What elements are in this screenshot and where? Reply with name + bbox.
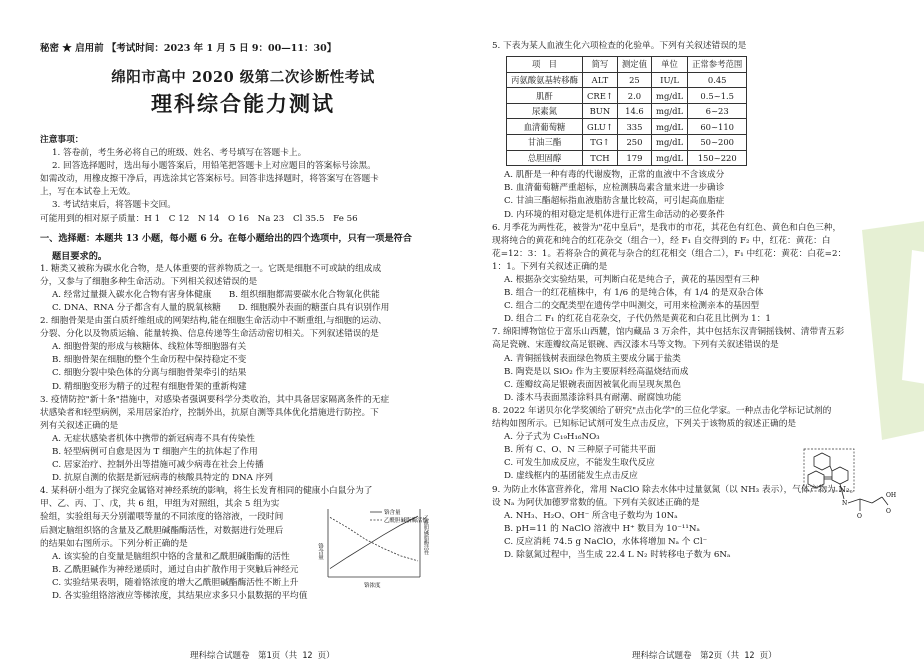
table-cell: GLU↑ xyxy=(583,119,618,135)
question-line: C. 反应消耗 74.5 g NaClO，水体将增加 Nₐ 个 Cl⁻ xyxy=(504,536,708,547)
table-cell: 14.6 xyxy=(617,103,651,119)
notice-item: 3. 考试结束后，将答题卡交回。 xyxy=(52,200,176,211)
table-cell: 6~23 xyxy=(688,103,747,119)
question-line: C. 实验结果表明，随着铬浓度的增大乙酰胆碱酯酶活性不断上升 xyxy=(52,577,299,588)
question-line: 结构如图所示。已知标记试剂可发生点击反应，下列关于该物质的叙述正确的是 xyxy=(492,419,797,430)
question-line: 后测定脑组织铬的含量及乙酰胆碱酯酶活性，对数据进行处理后 xyxy=(40,525,284,536)
question-line: A. NH₃、H₂O、OH⁻ 所含电子数均为 10Nₐ xyxy=(504,510,678,521)
question-line: D. 抗原自测的依据是新冠病毒的核酸具特定的 DNA 序列 xyxy=(52,473,273,484)
table-cell: BUN xyxy=(583,103,618,119)
table-row xyxy=(507,88,747,104)
table-cell: 丙氨酸氨基转移酶 xyxy=(507,72,583,88)
legend-label-2: 乙酰胆碱脂酶活性 xyxy=(384,518,429,524)
footer-left: 理科综合试题卷 第1页（共 12 页） xyxy=(190,651,335,661)
question-line: 6. 月季花为两性花，被誉为"花中皇后"，是我市的市花，其花色有红色、黄色和白色三种， xyxy=(492,222,842,233)
question-line: 列有关叙述正确的是 xyxy=(40,420,119,431)
x-label: 铬浓度 xyxy=(364,583,381,589)
question-line: A. 无症状感染者机体中携带的新冠病毒不具有传染性 xyxy=(52,433,255,444)
table-cell: 0.5~1.5 xyxy=(688,88,747,104)
question-line: 分，又参与了细胞多种生命活动。下列相关叙述错误的是 xyxy=(40,276,258,287)
question-line: 花=12：3：1。若将杂合的黄花与杂合的红花相交（组合二），F₁ 中红花：黄花：白花=2： xyxy=(492,248,847,259)
table-cell: mg/dL xyxy=(652,103,688,119)
question-line: B. 轻型病例可自愈是因为 T 细胞产生的抗体起了作用 xyxy=(52,446,258,457)
q5-option: B. 血清葡萄糖严重超标，应检测胰岛素含量来进一步确诊 xyxy=(504,183,725,194)
school-logo-watermark xyxy=(822,210,924,440)
question-line: 状感染者和轻型病例，采用居家治疗，控制外出，抗原自测等具体优化措施进行防控。下 xyxy=(40,407,379,418)
question-line: 1. 糖类又被称为碳水化合物，是人体重要的营养物质之一。它既是细胞不可或缺的组成成 xyxy=(40,263,382,274)
table-cell: 335 xyxy=(617,119,651,135)
q5-option: C. 甘油三酯超标指血液脂肪含量比较高，可引起高血脂症 xyxy=(504,196,725,207)
question-line: B. 细胞骨架在细胞的整个生命历程中保持稳定不变 xyxy=(52,355,247,366)
question-line: 2. 细胞骨架是由蛋白质纤维组成的网架结构,能在细胞生命活动中不断重组,与细胞的运动、 xyxy=(40,316,387,327)
q5-stem: 5. 下表为某人血液生化六项检查的化验单。下列有关叙述错误的是 xyxy=(492,41,747,51)
notice-item: 如需改动，用橡皮擦干净后，再选涂其它答案标号。回答非选择题时，将答案写在答题卡 xyxy=(40,174,379,185)
question-line: 7. 绵阳博物馆位于富乐山西麓，馆内藏品 3 万余件，其中包括东汉青铜摇钱树、清带青五彩 xyxy=(492,327,845,338)
q5-option: D. 内环境的相对稳定是机体进行正常生命活动的必要条件 xyxy=(504,209,725,220)
question-line: B. 乙酰胆碱作为神经递质时，通过自由扩散作用于突触后神经元 xyxy=(52,564,299,575)
table-cell: 150~220 xyxy=(688,150,747,166)
table-cell: 179 xyxy=(617,150,651,166)
question-line: A. 分子式为 C₁₉H₁₆NO₃ xyxy=(504,432,600,443)
question-line: D. 精细胞变形为精子的过程有细胞骨架的重新构建 xyxy=(52,381,247,392)
benzene-ring-1 xyxy=(814,453,830,470)
molecule-structure xyxy=(802,447,902,525)
question-line: 3. 疫情防控"新十条"措施中，对感染者强调要科学分类收治，其中具备居家隔离条件的无症 xyxy=(40,394,390,405)
question-line: A. 细胞骨架的形成与核糖体、线粒体等细胞器有关 xyxy=(52,342,247,353)
question-line: C. DNA、RNA 分子都含有人量的脱氧核糖 D. 细胞膜外表面的糖蛋白具有识别作用 xyxy=(52,302,390,313)
benzene-ring-2 xyxy=(832,467,848,484)
question-line: B. 所有 C、O、N 三种原子可能共平面 xyxy=(504,445,656,456)
question-line: D. 漆木马表面黑漆涂料具有耐潮、耐腐蚀功能 xyxy=(504,392,682,403)
question-line: C. 莲瓣纹高足银碗表面因被氧化而呈现灰黑色 xyxy=(504,379,681,390)
question-line: 8. 2022 年诺贝尔化学奖颁给了研究"点击化学"的三位化学家。一种点击化学标记试剂的 xyxy=(492,405,832,416)
question-line: 分裂、分化以及物质运输、能量转换、信息传递等生命活动密切相关。下列叙述错误的是 xyxy=(40,329,379,340)
table-cell: CRE↑ xyxy=(583,88,618,104)
notice-item: 上，写在本试卷上无效。 xyxy=(40,187,136,198)
question-line: D. 各实验组铬溶液应等梯浓度，其结果应求多只小鼠数据的平均值 xyxy=(52,591,308,601)
svg-text:O: O xyxy=(886,508,891,515)
notice-item: 1. 答卷前，考生务必将自己的班级、姓名、考号填写在答题卡上。 xyxy=(52,148,307,159)
question-line: C. 细胞分裂中染色体的分离与细胞骨架牵引的结果 xyxy=(52,368,247,379)
question-line: 设 Nₐ 为阿伏加德罗常数的值。下列有关叙述正确的是 xyxy=(492,497,700,508)
left-y-label: 铬含量 xyxy=(317,543,323,560)
question-line: 高足瓷碗、宋莲瓣纹高足银碗、西汉漆木马等文物。下列有关叙述错误的是 xyxy=(492,340,779,351)
table-cell: mg/dL xyxy=(652,88,688,104)
table-cell: 2.0 xyxy=(617,88,651,104)
table-cell: 0.45 xyxy=(688,72,747,88)
question-line: 验组，实验组每天分别灌喂等量的不同浓度的铬溶液，一段时间 xyxy=(40,512,284,523)
question-line: A. 经常过量摄入碳水化合物有害身体健康 B. 组织细胞都需要碳水化合物氧化供能 xyxy=(52,289,380,300)
table-cell: 60~110 xyxy=(688,119,747,135)
table-cell: TG↑ xyxy=(583,135,618,151)
question-line: D. 组合二 F₁ 的红花自花杂交，子代仍然是黄花和白花且比例为 1：1 xyxy=(504,314,771,325)
question-line: 现将纯合的黄花和纯合的红花杂交（组合一），经 F₁ 自交得到的 F₂ 中，红花：黄花：白 xyxy=(492,235,831,246)
question-line: 9. 为防止水体富营养化，常用 NaClO 除去水体中过量氨氮（以 NH₃ 表示），气体产物为 N₂。 xyxy=(492,484,859,495)
table-header: 单位 xyxy=(652,57,688,73)
question-line: B. pH=11 的 NaClO 溶液中 H⁺ 数目为 10⁻¹¹Nₐ xyxy=(504,523,700,534)
table-cell: mg/dL xyxy=(652,119,688,135)
table-row xyxy=(507,119,747,135)
table-row xyxy=(507,72,747,88)
question-line: C. 组合二的交配类型在遗传学中叫测交，可用来检测亲本的基因型 xyxy=(504,301,760,312)
notice-heading: 注意事项： xyxy=(40,135,84,145)
question-line: 1：1。下列有关叙述正确的是 xyxy=(492,261,608,272)
table-row xyxy=(507,135,747,151)
table-header: 简写 xyxy=(583,57,618,73)
table-cell: 肌酐 xyxy=(507,88,583,104)
table-cell: 甘油三酯 xyxy=(507,135,583,151)
notice-item: 2. 回答选择题时，选出每小题答案后，用铅笔把答题卡上对应题目的答案标号涂黑。 xyxy=(52,161,376,172)
table-cell: 250 xyxy=(617,135,651,151)
right-page xyxy=(462,0,924,665)
question-line: B. 陶瓷是以 SiO₂ 作为主要原料经高温烧结而成 xyxy=(504,366,689,377)
section-heading: 一、选择题：本题共 13 小题，每小题 6 分。在每小题给出的四个选项中，只有一项是符合 xyxy=(40,232,412,244)
nitrogen-atom: N xyxy=(842,500,848,507)
section-heading-cont: 题目要求的。 xyxy=(52,250,108,262)
question-line: 4. 某科研小组为了探究金属铬对神经系统的影响，将生长发育相同的健康小白鼠分为了 xyxy=(40,486,373,497)
notice-item: 可能用到的相对原子质量：H 1 C 12 N 14 O 16 Na 23 Cl 35.5 Fe 56 xyxy=(40,213,358,224)
question-line: D. 除氨氮过程中，当生成 22.4 L N₂ 时转移电子数为 6Nₐ xyxy=(504,549,731,560)
subject-title: 理科综合能力测试 xyxy=(151,91,335,116)
question-line: A. 该实验的自变量是脑组织中铬的含量和乙酰胆碱脂酶的活性 xyxy=(52,551,290,562)
question-line: D. 虚线框内的基团能发生点击反应 xyxy=(504,471,638,482)
question-line: 甲、乙、丙、丁、戊，共 6 组，甲组为对照组，其余 5 组为实 xyxy=(40,499,280,510)
question-line: 的结果如右图所示。下列分析正确的是 xyxy=(40,538,188,549)
right-y-label: 乙酰胆碱脂酶活性 xyxy=(423,515,429,555)
table-cell: 25 xyxy=(617,72,651,88)
question-line: C. 居家治疗、控制外出等措施可减少病毒在社会上传播 xyxy=(52,460,264,471)
table-cell: 血清葡萄糖 xyxy=(507,119,583,135)
svg-text:O: O xyxy=(857,513,862,520)
exam-title: 绵阳市高中 2020 级第二次诊断性考试 xyxy=(111,69,375,86)
table-header: 正常参考范围 xyxy=(688,57,747,73)
secret-line: 秘密 ★ 启用前 【考试时间：2023 年 1 月 5 日 9：00—11：30】 xyxy=(40,43,337,54)
table-row xyxy=(507,103,747,119)
table-cell: TCH xyxy=(583,150,618,166)
table-cell: IU/L xyxy=(652,72,688,88)
benzene-ring-3 xyxy=(808,471,824,488)
table-cell: mg/dL xyxy=(652,150,688,166)
legend-label-1: 铬含量 xyxy=(384,510,401,516)
table-cell: 50~200 xyxy=(688,135,747,151)
table-cell: mg/dL xyxy=(652,135,688,151)
footer-right: 理科综合试题卷 第2页（共 12 页） xyxy=(632,651,777,661)
oh-group: OH xyxy=(886,492,897,499)
table-cell: ALT xyxy=(583,72,618,88)
question-line: A. 根据杂交实验结果，可判断白花是纯合子，黄花的基因型有三种 xyxy=(504,275,760,285)
question-line: B. 组合一的红花植株中，有 1/6 的是纯合体，有 1/4 的是双杂合体 xyxy=(504,288,764,299)
question-line: C. 可发生加成反应，不能发生取代反应 xyxy=(504,458,655,469)
q5-option: A. 肌酐是一种有毒的代谢废物，正常的血液中不含该成分 xyxy=(504,170,725,181)
question-line: A. 青铜摇钱树表面绿色物质主要成分属于盐类 xyxy=(504,353,681,364)
lab-table xyxy=(506,56,747,166)
table-cell: 尿素氮 xyxy=(507,103,583,119)
table-cell: 总胆固醇 xyxy=(507,150,583,166)
table-header: 项 目 xyxy=(507,57,583,73)
table-row xyxy=(507,150,747,166)
chromium-chart xyxy=(314,503,434,593)
table-header: 测定值 xyxy=(617,57,651,73)
